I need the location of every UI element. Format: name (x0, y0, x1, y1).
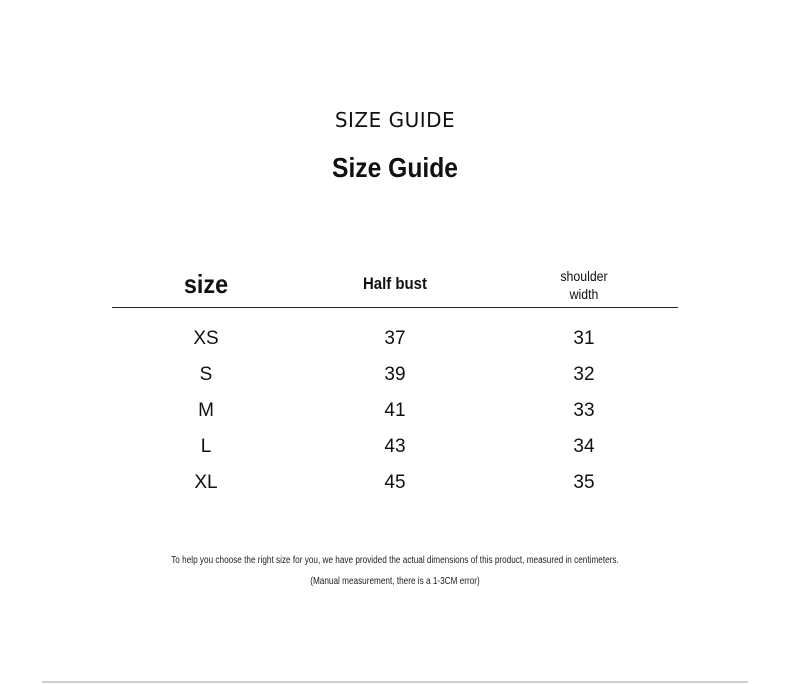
cell-size: XL (194, 472, 218, 493)
error-note: (Manual measurement, there is a 1-3CM error) (310, 576, 480, 587)
cell-shoulder-width: 35 (573, 472, 595, 493)
measurement-note: To help you choose the right size for you, we have provided the actual dimensions of this product, measured in centimeters. (171, 555, 619, 566)
cell-size: L (200, 436, 212, 457)
table-row (112, 357, 678, 393)
cell-shoulder-width: 34 (573, 436, 595, 457)
cell-shoulder-width: 33 (573, 400, 595, 421)
cell-shoulder-width: 32 (573, 364, 595, 385)
cell-half-bust: 43 (384, 436, 406, 457)
table-row (112, 465, 678, 501)
eyebrow-heading: SIZE GUIDE (334, 108, 456, 132)
cell-half-bust: 37 (384, 328, 406, 349)
cell-half-bust: 45 (384, 472, 406, 493)
table-body (112, 308, 678, 501)
table-row (112, 429, 678, 465)
bottom-divider (42, 681, 748, 683)
cell-size: S (199, 364, 213, 385)
header-shoulder-width (501, 267, 666, 303)
header-size: size (183, 269, 229, 299)
table-row (112, 321, 678, 357)
size-table (112, 262, 678, 501)
cell-size: M (198, 400, 214, 421)
cell-shoulder-width: 31 (573, 328, 595, 349)
header-shoulder-line1: shoulder (560, 268, 608, 284)
header-half-bust: Half bust (362, 274, 427, 293)
cell-size: XS (193, 328, 219, 349)
cell-half-bust: 41 (384, 400, 406, 421)
table-row (112, 393, 678, 429)
page-title: Size Guide (332, 152, 458, 183)
cell-half-bust: 39 (384, 364, 406, 385)
table-header (112, 262, 678, 308)
header-shoulder-line2: width (569, 286, 599, 302)
